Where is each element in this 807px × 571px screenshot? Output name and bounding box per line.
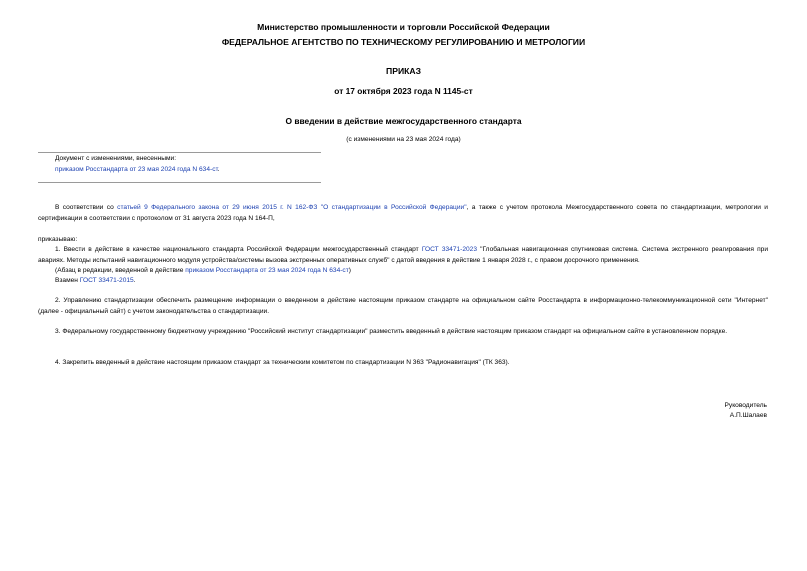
edit-note-prefix: (Абзац в редакции, введенной в действие [55,267,186,274]
document-type: ПРИКАЗ [386,66,421,76]
preamble-text-2: , а также с учетом протокола Межгосударственного совета по стандартизации, метрологии и сертификации в соответствии с протоколом от 31 августа 2023 года N 164-П, [38,204,768,222]
federal-law-link[interactable]: статьей 9 Федерального закона от 29 июня 2015 г. N 162-ФЗ "О стандартизации в Российской Федерации" [117,204,467,211]
agency-name: ФЕДЕРАЛЬНОЕ АГЕНТСТВО ПО ТЕХНИЧЕСКОМУ РЕГУЛИРОВАНИЮ И МЕТРОЛОГИИ [221,37,586,47]
item-1-edit-note [38,266,768,277]
preamble-text-1: В соответствии со [55,204,118,211]
item-4-paragraph: 4. Закрепить введенный в действие настоящим приказом стандарт за техническим комитетом по стандартизации N 363 "Радионавигация" (ТК 363). [55,359,510,366]
gost-2023-link[interactable]: ГОСТ 33471-2023 [421,246,478,253]
document-date-number: от 17 октября 2023 года N 1145-ст [334,86,473,96]
ministry-name: Министерство промышленности и торговли Российской Федерации [257,22,550,32]
amendments-note: (с изменениями на 23 мая 2024 года) [346,136,461,143]
replacement-prefix: Взамен [55,277,80,284]
edit-note-order-link[interactable]: приказом Росстандарта от 23 мая 2024 года N 634-ст [185,267,349,274]
orders-word: приказываю: [38,236,78,243]
item-1-text-1: 1. Ввести в действие в качестве национального стандарта Российской Федерации межгосударственный стандарт [55,246,422,253]
preamble-paragraph [38,203,768,224]
edit-note-suffix: ) [348,267,351,274]
item-3-paragraph: 3. Федеральному государственному бюджетному учреждению "Российский институт стандартизации" разместить введенный в действие настоящим приказом стандарт на официальном сайте в установленном порядке. [55,328,728,335]
replacement-suffix: . [133,277,136,284]
item-2-paragraph: 2. Управлению стандартизации обеспечить размещение информации о введенном в действие настоящим приказом стандарте на официальном сайте Росстандарта в информационно-телекоммуникационной сети "Интернет" (далее - официальный сайт) с учетом законодательства о стандартизации. [38,297,768,315]
doc-note-suffix: . [217,166,220,173]
divider-bottom [38,182,321,183]
doc-note-link-line [55,165,220,174]
signature-name: А.П.Шалаев [729,412,767,419]
item-1-text-2: "Глобальная навигационная спутниковая система. Система экстренного реагирования при авариях. Методы испытаний навигационного модуля устройства/системы вызова экстренных оперативных служб" с датой введения в действие 1 января 2028 г., с правом досрочного применения. [38,246,769,264]
document-title: О введении в действие межгосударственного стандарта [285,116,522,126]
amendment-order-link[interactable]: приказом Росстандарта от 23 мая 2024 года N 634-ст [55,166,218,173]
doc-note-label: Документ с изменениями, внесенными: [55,155,177,162]
item-1-replacement [38,276,768,287]
item-1-paragraph [38,245,768,266]
gost-2015-link[interactable]: ГОСТ 33471-2015 [79,277,134,284]
signature-role: Руководитель [724,402,767,409]
divider-top [38,152,321,153]
